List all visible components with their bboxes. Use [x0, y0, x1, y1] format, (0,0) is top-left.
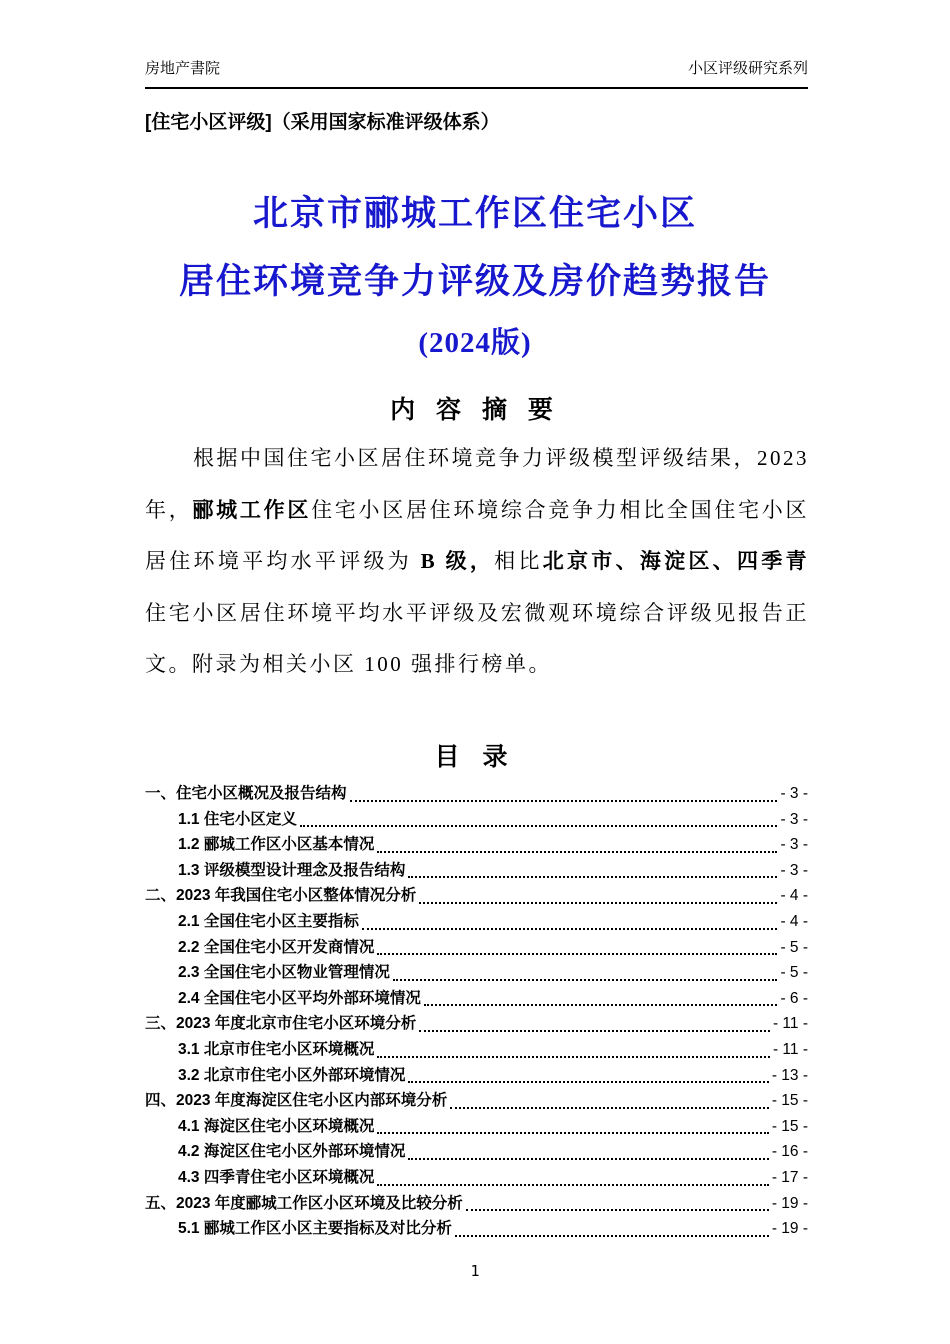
toc-dot-leader: [408, 1158, 768, 1160]
toc-entry[interactable]: [145, 909, 808, 935]
toc-entry[interactable]: [145, 1088, 808, 1114]
summary-segment-bold: 郦城工作区: [192, 497, 312, 522]
toc-entry-label: 4.1 海淀区住宅小区环境概况: [178, 1117, 375, 1135]
toc-entry-page: - 3 -: [780, 810, 808, 828]
toc-heading: 目 录: [434, 743, 516, 771]
toc-entry-page: - 15 -: [771, 1117, 808, 1135]
summary-paragraph: [145, 433, 809, 691]
header-left-text: 房地产書院: [145, 60, 221, 77]
summary-segment: 根据中国住宅小区居住环境竞争力评级模型评级结果，2023 年，: [145, 446, 809, 522]
toc-entry-page: - 13 -: [771, 1066, 808, 1084]
summary-segment: 住宅小区居住环境平均水平评级及宏微观环境综合评级见报告正文。附录为相关小区 100 强排行榜单。: [145, 600, 809, 676]
toc-dot-leader: [424, 1004, 778, 1006]
toc-dot-leader: [350, 800, 778, 802]
bracket-subtitle: [住宅小区评级]（采用国家标准评级体系）: [145, 112, 500, 133]
toc-entry-label: 4.2 海淀区住宅小区外部环境情况: [178, 1143, 406, 1161]
footer-page-number: 1: [470, 1262, 480, 1280]
toc-entry-label: 1.2 郦城工作区小区基本情况: [178, 836, 375, 854]
toc-entry[interactable]: [145, 858, 808, 884]
toc-entry[interactable]: [145, 781, 808, 807]
page-header: [145, 60, 808, 78]
toc-list: [145, 781, 808, 1242]
summary-segment: 相比: [494, 549, 543, 573]
toc-entry[interactable]: [145, 883, 808, 909]
toc-entry-page: - 17 -: [771, 1168, 808, 1186]
toc-entry-label: 2.1 全国住宅小区主要指标: [178, 912, 359, 930]
toc-dot-leader: [377, 851, 777, 853]
toc-dot-leader: [377, 1184, 768, 1186]
toc-entry-page: - 19 -: [771, 1194, 808, 1212]
toc-dot-leader: [419, 1030, 770, 1032]
toc-entry-label: 2.2 全国住宅小区开发商情况: [178, 938, 375, 956]
toc-dot-leader: [362, 928, 778, 930]
toc-entry-label: 3.2 北京市住宅小区外部环境情况: [178, 1066, 406, 1084]
toc-entry-page: - 3 -: [780, 836, 808, 854]
toc-entry[interactable]: [145, 935, 808, 961]
toc-entry-page: - 3 -: [780, 785, 808, 802]
toc-dot-leader: [455, 1235, 769, 1237]
toc-dot-leader: [419, 902, 777, 904]
toc-entry[interactable]: [145, 1011, 808, 1037]
toc-entry-page: - 3 -: [780, 861, 808, 879]
toc-entry[interactable]: [145, 1191, 808, 1217]
toc-dot-leader: [377, 1056, 770, 1058]
toc-dot-leader: [466, 1209, 769, 1211]
summary-segment-bold: B 级，: [420, 549, 495, 573]
toc-entry[interactable]: [145, 986, 808, 1012]
toc-entry-page: - 15 -: [771, 1092, 808, 1110]
summary-segment: 住宅小区居住环境综合竞争力相比全国住宅小区居住环境平均水平评级为: [145, 497, 810, 573]
toc-entry-label: 2.4 全国住宅小区平均外部环境情况: [178, 989, 421, 1007]
toc-entry-page: - 16 -: [771, 1143, 808, 1161]
toc-entry[interactable]: [145, 1139, 808, 1165]
toc-entry-page: - 5 -: [780, 964, 808, 982]
toc-entry-page: - 6 -: [780, 989, 808, 1007]
toc-entry[interactable]: [145, 1216, 808, 1242]
toc-entry-label: 二、2023 年我国住宅小区整体情况分析: [145, 887, 417, 905]
toc-dot-leader: [450, 1107, 769, 1109]
toc-entry[interactable]: [145, 832, 808, 858]
toc-entry[interactable]: [145, 807, 808, 833]
toc-entry-label: 3.1 北京市住宅小区环境概况: [178, 1040, 375, 1058]
toc-entry[interactable]: [145, 1165, 808, 1191]
toc-entry-label: 1.1 住宅小区定义: [178, 810, 297, 828]
header-right-text: 小区评级研究系列: [687, 60, 808, 77]
summary-heading: 内 容 摘 要: [390, 396, 560, 424]
report-title-line2: 居住环境竞争力评级及房价趋势报告: [178, 262, 771, 301]
toc-entry-page: - 11 -: [772, 1015, 808, 1033]
toc-entry-label: 4.3 四季青住宅小区环境概况: [178, 1168, 375, 1186]
toc-entry-page: - 4 -: [780, 887, 808, 905]
toc-entry-label: 四、2023 年度海淀区住宅小区内部环境分析: [145, 1092, 448, 1110]
toc-dot-leader: [408, 876, 777, 878]
toc-dot-leader: [300, 825, 778, 827]
toc-entry-label: 三、2023 年度北京市住宅小区环境分析: [145, 1015, 417, 1033]
report-edition: (2024版): [418, 327, 532, 359]
toc-entry[interactable]: [145, 1037, 808, 1063]
toc-entry-page: - 5 -: [780, 938, 808, 956]
toc-entry-page: - 4 -: [780, 912, 808, 930]
toc-entry[interactable]: [145, 1063, 808, 1089]
header-divider: [145, 87, 808, 89]
toc-entry-label: 1.3 评级模型设计理念及报告结构: [178, 861, 406, 879]
toc-dot-leader: [377, 953, 777, 955]
toc-entry-label: 一、住宅小区概况及报告结构: [145, 785, 347, 802]
toc-entry[interactable]: [145, 1114, 808, 1140]
toc-entry-page: - 19 -: [771, 1220, 808, 1238]
toc-dot-leader: [408, 1081, 768, 1083]
toc-entry-label: 5.1 郦城工作区小区主要指标及对比分析: [178, 1220, 452, 1238]
toc-entry-label: 2.3 全国住宅小区物业管理情况: [178, 964, 390, 982]
report-title-line1: 北京市郦城工作区住宅小区: [252, 194, 697, 233]
toc-entry-label: 五、2023 年度郦城工作区小区环境及比较分析: [145, 1194, 463, 1212]
summary-segment-bold: 北京市、海淀区、四季青: [542, 549, 810, 573]
toc-entry-page: - 11 -: [772, 1040, 808, 1058]
toc-dot-leader: [377, 1132, 768, 1134]
toc-dot-leader: [393, 979, 778, 981]
toc-entry[interactable]: [145, 960, 808, 986]
